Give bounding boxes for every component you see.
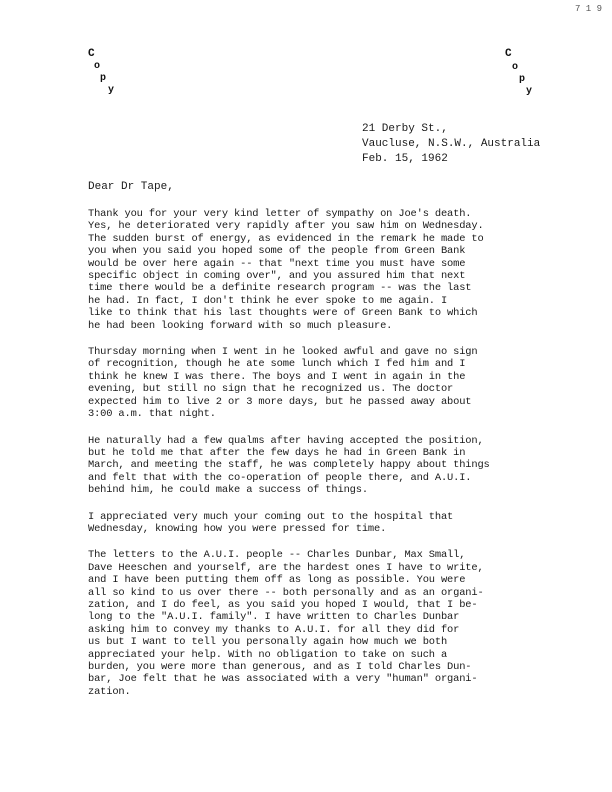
text-line: Wednesday, knowing how you were pressed for time. bbox=[88, 522, 387, 535]
text-line: Dave Heeschen and yourself, are the hardest ones I have to write, bbox=[88, 561, 484, 574]
text-line: March, and meeting the staff, he was completely happy about things bbox=[88, 459, 490, 472]
text-line: expected him to live 2 or 3 more days, but he passed away about bbox=[88, 395, 472, 408]
text-line: of recognition, though he ate some lunch which I fed him and I bbox=[88, 358, 466, 371]
text-line: appreciated your help. With no obligation to take on such a bbox=[88, 648, 448, 661]
text-line: The sudden burst of energy, as evidenced in the remark he made to bbox=[88, 232, 484, 245]
letter-body bbox=[88, 208, 558, 712]
text-line: Thursday morning when I went in he looked awful and gave no sign bbox=[88, 346, 478, 359]
text-line: Yes, he deteriorated very rapidly after you saw him on Wednesday. bbox=[88, 220, 484, 233]
sender-address bbox=[362, 122, 540, 167]
text-line: but he told me that after the few days he had in Green Bank in bbox=[88, 446, 466, 459]
text-line: Thank you for your very kind letter of sympathy on Joe's death. bbox=[88, 208, 472, 220]
copy-stamp-letter: p bbox=[519, 74, 526, 85]
text-line: zation, and I do feel, as you said you hoped I would, that I be- bbox=[88, 598, 478, 611]
text-line: He naturally had a few qualms after having accepted the position, bbox=[88, 434, 484, 447]
text-line: long to the "A.U.I. family". I have written to Charles Dunbar bbox=[88, 611, 460, 624]
text-line: evening, but still no sign that he recognized us. The doctor bbox=[88, 383, 454, 396]
text-line: would be over here again -- that "next time you must have some bbox=[88, 257, 466, 270]
text-line: behind him, he could make a success of things. bbox=[88, 484, 368, 497]
text-line: specific object in coming over", and you assured him that next bbox=[88, 270, 466, 283]
copy-stamp-letter: y bbox=[108, 85, 115, 96]
address-line: Vaucluse, N.S.W., Australia bbox=[362, 138, 541, 150]
copy-stamp-letter: y bbox=[526, 86, 533, 97]
text-line: bar, Joe felt that he was associated with a very "human" organi- bbox=[88, 673, 478, 686]
copy-stamp-letter: o bbox=[94, 61, 101, 72]
letter-paragraph bbox=[88, 511, 558, 536]
salutation: Dear Dr Tape, bbox=[88, 181, 174, 193]
text-line: you when you said you hoped some of the people from Green Bank bbox=[88, 245, 466, 258]
corner-page-mark: 7 1 9 bbox=[574, 4, 602, 14]
text-line: think he knew I was there. The boys and I went in again in the bbox=[88, 370, 466, 383]
text-line: all so kind to us over there -- both personally and as an organi- bbox=[88, 586, 484, 599]
letter-paragraph bbox=[88, 208, 558, 332]
text-line: burden, you were more than generous, and as I told Charles Dun- bbox=[88, 661, 472, 673]
text-line: time there would be a definite research program -- was the last bbox=[88, 282, 472, 295]
text-line: he had been looking forward with so much pleasure. bbox=[88, 319, 393, 332]
text-line: I appreciated very much your coming out to the hospital that bbox=[88, 510, 454, 523]
text-line: and I have been putting them off as long as possible. You were bbox=[88, 574, 466, 587]
text-line: like to think that his last thoughts were of Green Bank to which bbox=[88, 307, 478, 320]
letter-date: Feb. 15, 1962 bbox=[362, 153, 448, 165]
copy-stamp-letter: p bbox=[100, 73, 107, 84]
text-line: 3:00 a.m. that night. bbox=[88, 408, 216, 421]
text-line: and felt that with the co-operation of people there, and A.U.I. bbox=[88, 471, 472, 484]
copy-stamp-letter: C bbox=[88, 48, 95, 60]
text-line: zation. bbox=[88, 685, 131, 698]
text-line: asking him to convey my thanks to A.U.I. for all they did for bbox=[88, 623, 460, 636]
address-line: 21 Derby St., bbox=[362, 123, 448, 135]
letter-paragraph bbox=[88, 346, 558, 420]
text-line: us but I want to tell you personally again how much we both bbox=[88, 636, 448, 649]
copy-stamp-letter: o bbox=[512, 62, 519, 73]
letter-paragraph bbox=[88, 435, 558, 497]
text-line: he had. In fact, I don't think he ever spoke to me again. I bbox=[88, 294, 448, 307]
text-line: The letters to the A.U.I. people -- Charles Dunbar, Max Small, bbox=[88, 549, 466, 562]
copy-stamp-letter: C bbox=[505, 48, 512, 60]
letter-paragraph bbox=[88, 549, 558, 698]
